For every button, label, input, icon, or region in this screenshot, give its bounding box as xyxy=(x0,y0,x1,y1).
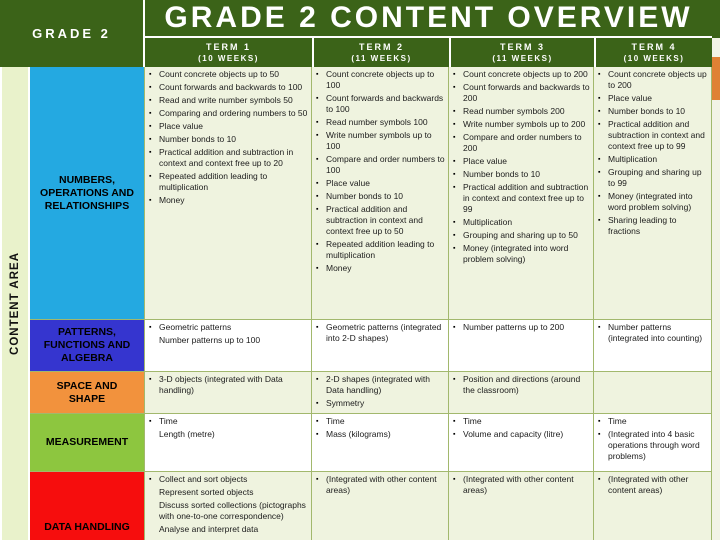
list-item-text: Time xyxy=(326,416,345,426)
term-weeks-label: (10 WEEKS) xyxy=(623,53,685,63)
term-label: TERM 4 xyxy=(631,41,677,52)
bullet-icon: ▪ xyxy=(149,149,152,156)
bullet-icon: ▪ xyxy=(316,241,319,248)
bullet-icon: ▪ xyxy=(598,324,601,331)
list-item-text: Compare and order numbers to 200 xyxy=(463,132,582,153)
right-edge-strip xyxy=(712,38,720,540)
list-item xyxy=(315,239,446,261)
list-item-text: Number bonds to 10 xyxy=(608,106,686,116)
list-item xyxy=(452,217,591,228)
list-item-text: Write number symbols up to 100 xyxy=(326,130,432,151)
list-item-text: Repeated addition leading to multiplication xyxy=(326,239,435,260)
list-item xyxy=(148,134,309,145)
list-item xyxy=(452,156,591,167)
bullet-icon: ▪ xyxy=(453,232,456,239)
list-item-text: Read and write number symbols 50 xyxy=(159,95,293,105)
bullet-icon: ▪ xyxy=(149,197,152,204)
list-item-text: Represent sorted objects xyxy=(159,487,254,497)
list-item xyxy=(315,398,446,409)
list-item xyxy=(597,93,709,104)
list-item xyxy=(315,69,446,91)
space-and-shape-term-3-cell xyxy=(449,372,594,414)
list-item-text: Number patterns up to 200 xyxy=(463,322,565,332)
list-item-text: Place value xyxy=(463,156,507,166)
list-item xyxy=(315,374,446,396)
data-handling-term-2-cell xyxy=(312,472,449,540)
bullet-icon: ▪ xyxy=(149,376,152,383)
numbers-operations-and-relationships-term-2-cell xyxy=(312,67,449,320)
list-item-text: Time xyxy=(159,416,178,426)
list-item-text: Money (integrated into word problem solving) xyxy=(608,191,693,212)
list-item-text: Discuss sorted collections (pictographs with one-to-one correspondence) xyxy=(159,500,306,521)
bullet-icon: ▪ xyxy=(453,324,456,331)
bullet-spacer xyxy=(148,500,159,522)
patterns-functions-and-algebra-term-3-cell xyxy=(449,320,594,372)
bullet-icon: ▪ xyxy=(316,324,319,331)
list-item-text: Grouping and sharing up to 99 xyxy=(608,167,702,188)
list-item-text: Count concrete objects up to 200 xyxy=(463,69,588,79)
list-item xyxy=(452,416,591,427)
list-item-text: Count concrete objects up to 50 xyxy=(159,69,280,79)
bullet-icon: ▪ xyxy=(598,156,601,163)
list-item xyxy=(315,474,446,496)
list-item xyxy=(148,524,309,535)
bullet-icon: ▪ xyxy=(149,173,152,180)
header-band xyxy=(0,0,720,67)
list-item-text: Symmetry xyxy=(326,398,365,408)
row-label-numbers-operations-and-relationships xyxy=(30,67,145,320)
bullet-icon: ▪ xyxy=(149,110,152,117)
list-item-text: Count concrete objects up to 200 xyxy=(608,69,707,90)
term-weeks-label: (11 WEEKS) xyxy=(492,53,553,63)
bullet-icon: ▪ xyxy=(149,123,152,130)
list-item xyxy=(148,500,309,522)
row-label-text: SPACE AND SHAPE xyxy=(56,379,118,405)
list-item-text: Geometric patterns xyxy=(159,322,232,332)
list-item xyxy=(315,416,446,427)
list-item xyxy=(148,171,309,193)
list-item-text: Number bonds to 10 xyxy=(159,134,237,144)
list-item-text: Position and directions (around the classroom) xyxy=(463,374,581,395)
term-label: TERM 1 xyxy=(205,41,251,52)
row-label-text: NUMBERS, OPERATIONS AND RELATIONSHIPS xyxy=(40,173,134,212)
bullet-icon: ▪ xyxy=(149,71,152,78)
space-and-shape-term-2-cell xyxy=(312,372,449,414)
list-item-text: Grouping and sharing up to 50 xyxy=(463,230,578,240)
list-item xyxy=(315,204,446,237)
list-item xyxy=(597,429,709,462)
list-item xyxy=(597,69,709,91)
list-item xyxy=(452,322,591,333)
bullet-icon: ▪ xyxy=(149,97,152,104)
list-item xyxy=(597,154,709,165)
list-item-text: 2-D shapes (integrated with Data handling) xyxy=(326,374,430,395)
list-item-text: Practical addition and subtraction in context and context free up to 50 xyxy=(326,204,423,236)
list-item-text: Compare and order numbers to 100 xyxy=(326,154,445,175)
content-area-label: CONTENT AREA xyxy=(9,252,21,355)
list-item-text: Multiplication xyxy=(463,217,513,227)
bullet-icon: ▪ xyxy=(598,169,601,176)
list-item xyxy=(148,335,309,346)
bullet-icon: ▪ xyxy=(316,156,319,163)
list-item-text: Count forwards and backwards to 100 xyxy=(326,93,444,114)
list-item xyxy=(315,130,446,152)
list-item xyxy=(148,95,309,106)
content-area-strip xyxy=(2,67,28,540)
list-item xyxy=(315,263,446,274)
bullet-icon: ▪ xyxy=(316,119,319,126)
bullet-spacer xyxy=(148,524,159,535)
curriculum-table xyxy=(30,67,712,540)
list-item-text: Count forwards and backwards to 100 xyxy=(159,82,303,92)
list-item-text: Number bonds to 10 xyxy=(463,169,541,179)
row-label-patterns-functions-and-algebra xyxy=(30,320,145,372)
list-item-text: Money xyxy=(326,263,352,273)
bullet-spacer xyxy=(148,335,159,346)
data-handling-term-1-cell xyxy=(145,472,312,540)
list-item-text: Time xyxy=(608,416,627,426)
list-item xyxy=(148,147,309,169)
bullet-icon: ▪ xyxy=(453,184,456,191)
list-item-text: Place value xyxy=(608,93,652,103)
list-item-text: Count forwards and backwards to 200 xyxy=(463,82,590,103)
list-item xyxy=(452,119,591,130)
list-item xyxy=(148,108,309,119)
bullet-icon: ▪ xyxy=(149,324,152,331)
list-item-text: (Integrated with other content areas) xyxy=(326,474,437,495)
bullet-icon: ▪ xyxy=(316,418,319,425)
list-item xyxy=(148,487,309,498)
list-item xyxy=(452,374,591,396)
bullet-icon: ▪ xyxy=(453,418,456,425)
bullet-icon: ▪ xyxy=(316,400,319,407)
list-item xyxy=(148,195,309,206)
term-header-4 xyxy=(594,38,712,67)
numbers-operations-and-relationships-term-1-cell xyxy=(145,67,312,320)
list-item-text: Time xyxy=(463,416,482,426)
orange-tab xyxy=(712,57,720,100)
bullet-icon: ▪ xyxy=(453,431,456,438)
list-item-text: Read number symbols 100 xyxy=(326,117,428,127)
term-header-2 xyxy=(312,38,449,67)
list-item-text: Mass (kilograms) xyxy=(326,429,391,439)
bullet-icon: ▪ xyxy=(598,121,601,128)
bullet-icon: ▪ xyxy=(316,71,319,78)
list-item xyxy=(148,69,309,80)
list-item xyxy=(452,132,591,154)
list-item xyxy=(315,429,446,440)
list-item-text: Money (integrated into word problem solving) xyxy=(463,243,569,264)
measurement-term-2-cell xyxy=(312,414,449,472)
bullet-icon: ▪ xyxy=(598,418,601,425)
list-item xyxy=(452,474,591,496)
list-item-text: Multiplication xyxy=(608,154,658,164)
page-title: GRADE 2 CONTENT OVERVIEW xyxy=(164,1,693,34)
row-label-text: PATTERNS, FUNCTIONS AND ALGEBRA xyxy=(43,326,131,364)
list-item-text: Money xyxy=(159,195,185,205)
term-weeks-label: (11 WEEKS) xyxy=(351,53,412,63)
bullet-icon: ▪ xyxy=(316,265,319,272)
bullet-icon: ▪ xyxy=(598,476,601,483)
bullet-icon: ▪ xyxy=(453,121,456,128)
list-item xyxy=(452,230,591,241)
numbers-operations-and-relationships-term-3-cell xyxy=(449,67,594,320)
list-item xyxy=(315,93,446,115)
list-item-text: Practical addition and subtraction in context and context free up to 99 xyxy=(608,119,705,151)
list-item xyxy=(597,119,709,152)
bullet-icon: ▪ xyxy=(598,95,601,102)
bullet-icon: ▪ xyxy=(316,206,319,213)
bullet-spacer xyxy=(148,487,159,498)
list-item-text: Place value xyxy=(326,178,370,188)
row-label-text: DATA HANDLING xyxy=(44,521,130,533)
list-item xyxy=(315,117,446,128)
list-item xyxy=(148,429,309,440)
list-item-text: Practical addition and subtraction in context and context free up to 99 xyxy=(463,182,589,214)
bullet-icon: ▪ xyxy=(316,132,319,139)
space-and-shape-term-1-cell xyxy=(145,372,312,414)
list-item xyxy=(452,82,591,104)
term-weeks-label: (10 WEEKS) xyxy=(198,53,259,63)
list-item-text: Count concrete objects up to 100 xyxy=(326,69,435,90)
list-item xyxy=(148,82,309,93)
list-item xyxy=(597,416,709,427)
list-item xyxy=(148,416,309,427)
bullet-icon: ▪ xyxy=(316,180,319,187)
list-item-text: Write number symbols up to 200 xyxy=(463,119,586,129)
list-item-text: Number patterns up to 100 xyxy=(159,335,261,345)
measurement-term-4-cell xyxy=(594,414,712,472)
list-item xyxy=(597,191,709,213)
bullet-icon: ▪ xyxy=(453,158,456,165)
grade-label-box xyxy=(0,0,143,67)
list-item-text: 3-D objects (integrated with Data handling) xyxy=(159,374,283,395)
list-item xyxy=(452,69,591,80)
bullet-icon: ▪ xyxy=(453,84,456,91)
list-item-text: Number bonds to 10 xyxy=(326,191,404,201)
bullet-icon: ▪ xyxy=(453,376,456,383)
list-item-text: (Integrated with other content areas) xyxy=(608,474,689,495)
term-label: TERM 2 xyxy=(358,41,404,52)
term-label: TERM 3 xyxy=(499,41,545,52)
list-item xyxy=(148,474,309,485)
measurement-term-1-cell xyxy=(145,414,312,472)
row-label-measurement xyxy=(30,414,145,472)
row-label-data-handling xyxy=(30,472,145,540)
row-label-text: MEASUREMENT xyxy=(45,436,129,448)
list-item xyxy=(597,215,709,237)
list-item-text: Read number symbols 200 xyxy=(463,106,565,116)
list-item-text: (Integrated into 4 basic operations through word problems) xyxy=(608,429,700,461)
list-item xyxy=(148,374,309,396)
bullet-icon: ▪ xyxy=(316,476,319,483)
grade-label: GRADE 2 xyxy=(32,26,111,41)
data-handling-term-4-cell xyxy=(594,472,712,540)
list-item xyxy=(315,191,446,202)
list-item-text: Repeated addition leading to multiplication xyxy=(159,171,268,192)
list-item xyxy=(452,106,591,117)
list-item-text: Number patterns (integrated into counting) xyxy=(608,322,703,343)
list-item-text: Length (metre) xyxy=(159,429,215,439)
list-item xyxy=(315,154,446,176)
term-header-row xyxy=(145,38,712,67)
patterns-functions-and-algebra-term-2-cell xyxy=(312,320,449,372)
list-item-text: Geometric patterns (integrated into 2-D shapes) xyxy=(326,322,442,343)
list-item xyxy=(148,121,309,132)
bullet-icon: ▪ xyxy=(149,418,152,425)
measurement-term-3-cell xyxy=(449,414,594,472)
bullet-icon: ▪ xyxy=(316,95,319,102)
space-and-shape-term-4-cell xyxy=(594,372,712,414)
bullet-icon: ▪ xyxy=(598,108,601,115)
list-item-text: Analyse and interpret data xyxy=(159,524,259,534)
bullet-icon: ▪ xyxy=(598,431,601,438)
bullet-icon: ▪ xyxy=(453,108,456,115)
bullet-icon: ▪ xyxy=(453,476,456,483)
list-item xyxy=(597,474,709,496)
list-item xyxy=(597,322,709,344)
list-item xyxy=(452,182,591,215)
list-item xyxy=(148,322,309,333)
list-item xyxy=(452,429,591,440)
numbers-operations-and-relationships-term-4-cell xyxy=(594,67,712,320)
list-item xyxy=(452,243,591,265)
list-item xyxy=(597,106,709,117)
term-header-1 xyxy=(145,38,312,67)
bullet-icon: ▪ xyxy=(598,193,601,200)
patterns-functions-and-algebra-term-4-cell xyxy=(594,320,712,372)
bullet-icon: ▪ xyxy=(316,193,319,200)
list-item-text: Practical addition and subtraction in context and context free up to 20 xyxy=(159,147,294,168)
list-item xyxy=(315,178,446,189)
row-label-space-and-shape xyxy=(30,372,145,414)
list-item-text: Volume and capacity (litre) xyxy=(463,429,564,439)
patterns-functions-and-algebra-term-1-cell xyxy=(145,320,312,372)
list-item xyxy=(315,322,446,344)
list-item xyxy=(597,167,709,189)
bullet-icon: ▪ xyxy=(149,84,152,91)
bullet-icon: ▪ xyxy=(598,71,601,78)
bullet-icon: ▪ xyxy=(453,245,456,252)
bullet-icon: ▪ xyxy=(149,476,152,483)
bullet-icon: ▪ xyxy=(149,136,152,143)
bullet-icon: ▪ xyxy=(453,171,456,178)
list-item-text: (Integrated with other content areas) xyxy=(463,474,574,495)
list-item xyxy=(452,169,591,180)
bullet-icon: ▪ xyxy=(453,219,456,226)
bullet-icon: ▪ xyxy=(598,217,601,224)
list-item-text: Collect and sort objects xyxy=(159,474,248,484)
bullet-icon: ▪ xyxy=(316,376,319,383)
bullet-spacer xyxy=(148,429,159,440)
term-header-3 xyxy=(449,38,594,67)
data-handling-term-3-cell xyxy=(449,472,594,540)
bullet-icon: ▪ xyxy=(453,134,456,141)
bullet-icon: ▪ xyxy=(453,71,456,78)
list-item-text: Sharing leading to fractions xyxy=(608,215,677,236)
list-item-text: Comparing and ordering numbers to 50 xyxy=(159,108,308,118)
bullet-icon: ▪ xyxy=(316,431,319,438)
list-item-text: Place value xyxy=(159,121,203,131)
